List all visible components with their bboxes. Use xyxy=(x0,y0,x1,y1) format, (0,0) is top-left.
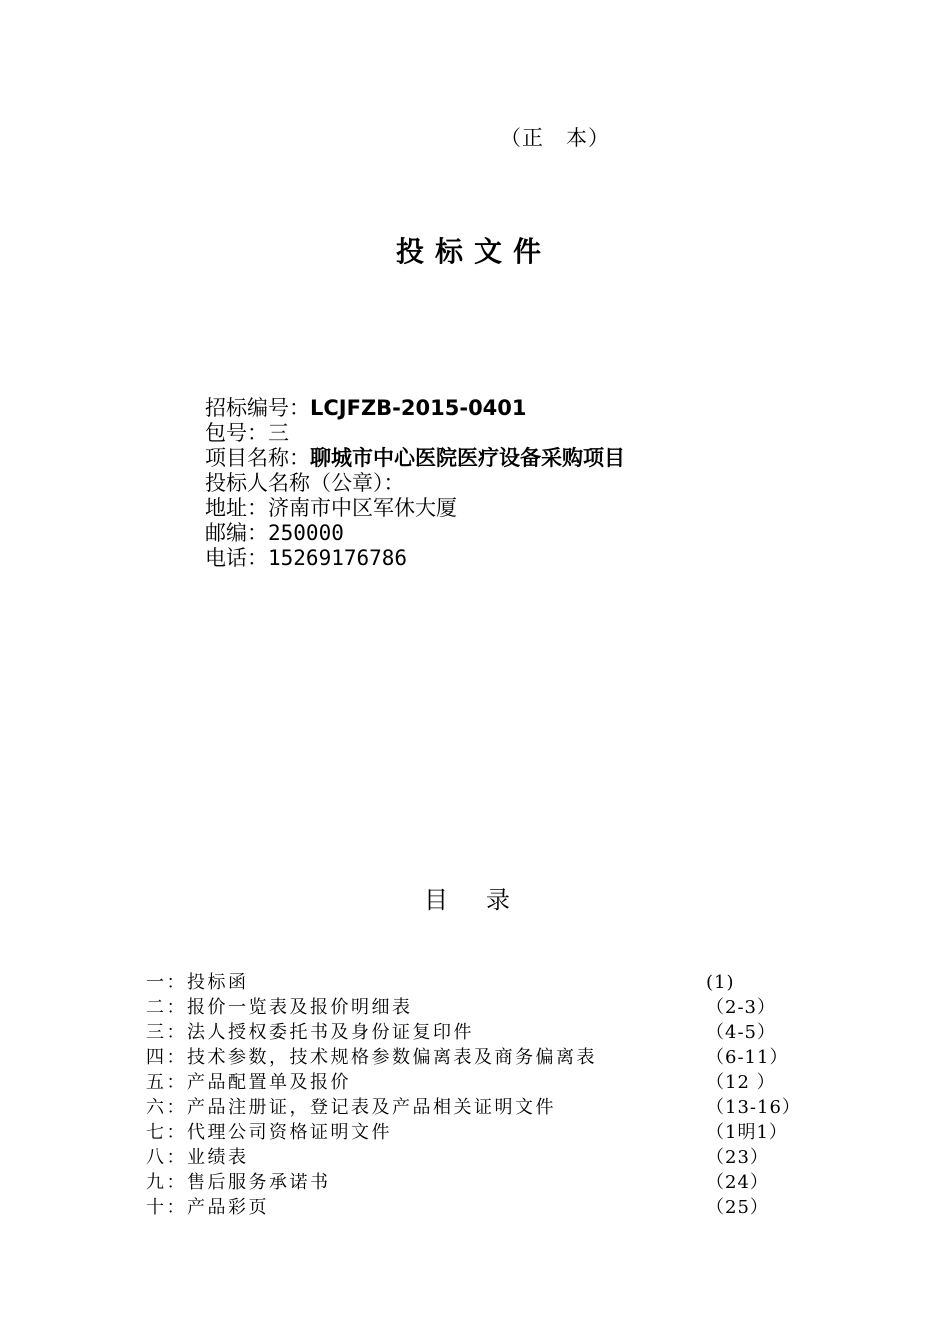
info-row-postcode xyxy=(205,521,625,546)
table-of-contents xyxy=(146,970,801,1220)
info-value: 250000 xyxy=(268,521,344,545)
toc-item-page: （6-11） xyxy=(706,1047,789,1068)
toc-item xyxy=(146,995,796,1020)
toc-item-label: 三：法人授权委托书及身份证复印件 xyxy=(146,1022,474,1043)
bid-info-block xyxy=(205,396,625,571)
toc-item xyxy=(146,1195,796,1220)
toc-item-page: （12 ） xyxy=(706,1072,776,1093)
toc-item-label: 一：投标函 xyxy=(146,972,249,993)
toc-item xyxy=(146,1170,796,1195)
info-label: 包号： xyxy=(205,421,268,445)
info-label: 地址： xyxy=(205,496,268,520)
toc-item xyxy=(146,1095,801,1120)
info-row-bidder-name xyxy=(205,471,625,496)
toc-item-label: 十：产品彩页 xyxy=(146,1197,269,1218)
toc-item-page: （25） xyxy=(706,1197,769,1218)
toc-item-page: （1明1） xyxy=(706,1122,788,1143)
copy-mark: （正 本） xyxy=(500,126,610,150)
info-label: 项目名称： xyxy=(205,446,310,470)
toc-item-page: (1) xyxy=(706,972,735,993)
info-label: 电话： xyxy=(205,546,268,570)
toc-item-label: 六：产品注册证，登记表及产品相关证明文件 xyxy=(146,1097,556,1118)
toc-item-label: 四：技术参数，技术规格参数偏离表及商务偏离表 xyxy=(146,1047,597,1068)
toc-item-page: （4-5） xyxy=(706,1022,776,1043)
info-row-address xyxy=(205,496,625,521)
toc-item-label: 九：售后服务承诺书 xyxy=(146,1172,331,1193)
toc-item xyxy=(146,1070,796,1095)
info-row-project-name xyxy=(205,446,625,471)
toc-item xyxy=(146,1045,796,1070)
info-value: 15269176786 xyxy=(268,546,408,570)
info-row-phone xyxy=(205,546,625,571)
document-title: 投标文件 xyxy=(396,235,553,268)
info-value: 济南市中区军休大厦 xyxy=(268,496,457,520)
toc-item-label: 五：产品配置单及报价 xyxy=(146,1072,351,1093)
toc-title: 目录 xyxy=(424,886,548,914)
info-value: LCJFZB-2015-0401 xyxy=(310,396,527,420)
toc-item xyxy=(146,1145,796,1170)
toc-item xyxy=(146,1020,796,1045)
info-row-package xyxy=(205,421,625,446)
toc-item xyxy=(146,970,796,995)
info-label: 邮编： xyxy=(205,521,268,545)
toc-item-label: 七：代理公司资格证明文件 xyxy=(146,1122,392,1143)
toc-item-label: 八：业绩表 xyxy=(146,1147,249,1168)
info-value: 三 xyxy=(268,421,289,445)
toc-item-page: （2-3） xyxy=(706,997,776,1018)
toc-item-page: （13-16） xyxy=(706,1097,801,1118)
toc-item-page: （23） xyxy=(706,1147,769,1168)
info-row-bid-number xyxy=(205,396,625,421)
info-value: 聊城市中心医院医疗设备采购项目 xyxy=(310,446,625,470)
toc-item xyxy=(146,1120,796,1145)
toc-item-page: （24） xyxy=(706,1172,769,1193)
info-label: 投标人名称（公章）： xyxy=(205,471,405,495)
toc-item-label: 二：报价一览表及报价明细表 xyxy=(146,997,413,1018)
info-label: 招标编号： xyxy=(205,396,310,420)
